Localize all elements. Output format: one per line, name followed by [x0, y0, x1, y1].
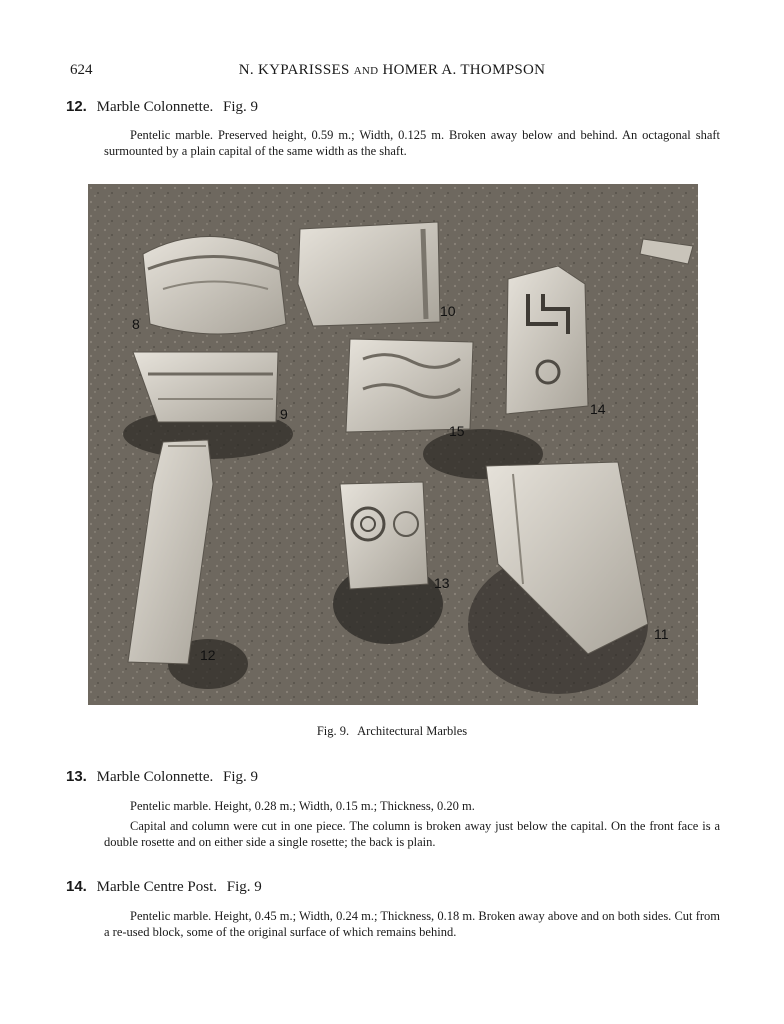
figure-marker-15: 15 — [449, 423, 465, 439]
running-header — [0, 62, 784, 79]
entry-13-paragraph-1: Pentelic marble. Height, 0.28 m.; Width, 0.15 m.; Thickness, 0.20 m. — [130, 799, 475, 813]
entry-12-number: 12. — [66, 98, 87, 115]
entry-13-paragraph-2: Capital and column were cut in one piece. The column is broken away just below the capital. On the front face is a double rosette and on either side a single rosette; the back is plain. — [104, 819, 720, 849]
entry-14-paragraph-1: Pentelic marble. Height, 0.45 m.; Width, 0.24 m.; Thickness, 0.18 m. Broken away above and on both sides. Cut from a re-used block, some of the original surface of which remains behind. — [104, 909, 720, 939]
figure-marker-8: 8 — [132, 316, 140, 332]
entry-14-title: Marble Centre Post. — [96, 879, 218, 895]
marble-fragment-14 — [506, 266, 588, 414]
entry-12-fig-ref: Fig. 9 — [223, 99, 259, 115]
entry-13-heading — [66, 768, 258, 786]
running-header-authors-2: HOMER A. THOMPSON — [382, 62, 546, 78]
marble-fragment-10 — [298, 222, 440, 326]
marble-fragment-15 — [346, 339, 473, 432]
marble-fragment-13 — [340, 482, 428, 589]
entry-14-heading — [66, 878, 262, 896]
page-number: 624 — [70, 62, 93, 78]
figure-marker-13: 13 — [434, 575, 450, 591]
running-header-authors-1: N. KYPARISSES — [238, 62, 350, 78]
figure-9-caption — [0, 724, 784, 739]
figure-9-illustration — [88, 184, 698, 705]
entry-14-number: 14. — [66, 878, 87, 895]
marble-fragment-8 — [143, 237, 286, 335]
figure-marker-9: 9 — [280, 406, 288, 422]
figure-marker-10: 10 — [440, 303, 456, 319]
figure-marker-11: 11 — [654, 626, 669, 642]
figure-caption-label: Fig. 9. — [316, 724, 350, 738]
figure-marker-14: 14 — [590, 401, 606, 417]
marble-fragment-9 — [133, 352, 278, 422]
entry-13-title: Marble Colonnette. — [96, 769, 214, 785]
figure-9-photo — [88, 184, 698, 705]
entry-12-paragraph-1: Pentelic marble. Preserved height, 0.59 m.; Width, 0.125 m. Broken away below and behind. An octagonal shaft surmounted by a plain capital of the same width as the shaft. — [104, 128, 720, 158]
entry-13-fig-ref: Fig. 9 — [223, 769, 259, 785]
entry-14-fig-ref: Fig. 9 — [226, 879, 262, 895]
running-header-and: AND — [353, 65, 379, 77]
figure-marker-12: 12 — [200, 647, 216, 663]
figure-caption-text: Architectural Marbles — [357, 724, 468, 738]
entry-13-number: 13. — [66, 768, 87, 785]
entry-12-heading — [66, 98, 258, 116]
entry-12-title: Marble Colonnette. — [96, 99, 214, 115]
